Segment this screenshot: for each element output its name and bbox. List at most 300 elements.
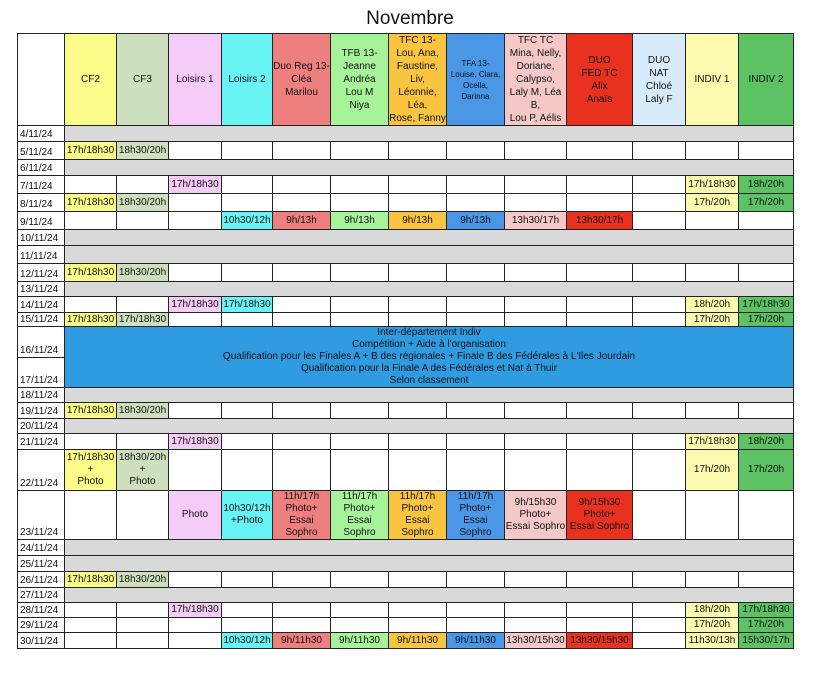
date-cell: 25/11/24: [18, 556, 65, 572]
session-cell: [505, 434, 567, 450]
session-cell: [169, 434, 222, 450]
session-cell: [447, 618, 505, 633]
session-cell: [633, 194, 686, 212]
text-line: 17h/20h: [747, 313, 785, 325]
table-row: [18, 176, 794, 194]
column-header: [567, 34, 633, 126]
session-cell: [389, 450, 447, 491]
no-session-row: [65, 540, 794, 556]
session-cell: [739, 572, 794, 588]
text-line: 11h30/13h: [688, 634, 736, 646]
session-cell: [65, 194, 117, 212]
session-cell: [686, 313, 739, 327]
session-cell: [447, 633, 505, 649]
column-header: [447, 34, 505, 126]
text-line: Mina, Nelly,: [509, 48, 562, 59]
text-line: 17h/18h30: [118, 313, 167, 325]
date-cell: 15/11/24: [18, 313, 65, 327]
session-cell: [331, 403, 389, 419]
date-cell: 12/11/24: [18, 264, 65, 282]
text-line: 17h/18h30: [66, 196, 115, 208]
table-row: [18, 142, 794, 160]
session-cell: [389, 633, 447, 649]
column-header: [117, 34, 169, 126]
table-row: [18, 264, 794, 282]
text-line: Chloé: [645, 80, 673, 92]
table-row: [18, 160, 794, 176]
text-line: 9h/11h30: [339, 634, 380, 646]
session-cell: [739, 403, 794, 419]
session-cell: [505, 142, 567, 160]
schedule-table: [17, 33, 794, 649]
session-cell: [447, 450, 505, 491]
session-cell: [117, 264, 169, 282]
text-line: Loisirs 1: [176, 74, 214, 85]
date-cell: 28/11/24: [18, 603, 65, 618]
text-line: Alix: [591, 80, 608, 92]
session-cell: [169, 142, 222, 160]
session-cell: [567, 264, 633, 282]
session-cell: [331, 313, 389, 327]
session-cell: [169, 618, 222, 633]
session-cell: [567, 633, 633, 649]
text-line: 17h/18h30: [171, 178, 219, 190]
banner-line: Compétition + Aide à l'organisation: [352, 339, 506, 350]
session-cell: [686, 603, 739, 618]
session-cell: [739, 450, 794, 491]
text-line: 9h/13h: [286, 214, 317, 226]
column-header: [273, 34, 331, 126]
session-cell: [447, 313, 505, 327]
text-line: Photo+: [343, 503, 376, 514]
session-cell: [686, 491, 739, 540]
date-cell: 10/11/24: [18, 230, 65, 246]
date-cell: 27/11/24: [18, 588, 65, 603]
session-cell: [567, 297, 633, 313]
session-cell: [389, 618, 447, 633]
text-line: 11h/17h: [399, 491, 436, 502]
text-line: 13h30/15h30: [570, 634, 629, 646]
session-cell: [331, 212, 389, 230]
session-cell: [447, 264, 505, 282]
session-cell: [447, 212, 505, 230]
table-row: [18, 327, 794, 358]
text-line: 9h/11h30: [281, 634, 322, 646]
text-line: 10h30/12h: [223, 503, 271, 514]
session-cell: [739, 176, 794, 194]
session-cell: [65, 434, 117, 450]
session-cell: [222, 491, 273, 540]
session-cell: [567, 434, 633, 450]
session-cell: [65, 603, 117, 618]
text-line: 18h/20h: [747, 178, 785, 190]
session-cell: [331, 618, 389, 633]
session-cell: [169, 603, 222, 618]
header-row: [18, 34, 794, 126]
session-cell: [222, 633, 273, 649]
table-row: [18, 230, 794, 246]
competition-banner: [65, 327, 794, 388]
text-line: 18h/20h: [693, 604, 731, 615]
text-line: 18h30/20h: [118, 144, 167, 156]
session-cell: [65, 212, 117, 230]
text-line: Essai Sophro: [401, 515, 434, 538]
session-cell: [273, 403, 331, 419]
session-cell: [273, 264, 331, 282]
session-cell: [505, 313, 567, 327]
session-cell: [222, 212, 273, 230]
text-line: Cléa: [291, 74, 312, 85]
text-line: Photo: [129, 476, 156, 487]
session-cell: [633, 297, 686, 313]
text-line: Doriane,: [516, 61, 555, 72]
session-cell: [505, 618, 567, 633]
text-line: 17h/18h30: [742, 298, 790, 310]
text-line: 9h/15h30: [578, 497, 621, 508]
session-cell: [739, 491, 794, 540]
date-cell: 29/11/24: [18, 618, 65, 633]
session-cell: [686, 264, 739, 282]
column-header: [222, 34, 273, 126]
session-cell: [65, 264, 117, 282]
session-cell: [65, 313, 117, 327]
session-cell: [633, 403, 686, 419]
session-cell: [222, 572, 273, 588]
session-cell: [447, 297, 505, 313]
session-cell: [633, 176, 686, 194]
session-cell: [331, 194, 389, 212]
date-cell: 9/11/24: [18, 212, 65, 230]
session-cell: [505, 194, 567, 212]
session-cell: [633, 618, 686, 633]
session-cell: [65, 491, 117, 540]
session-cell: [686, 450, 739, 491]
session-cell: [686, 618, 739, 633]
text-line: CF2: [81, 74, 100, 85]
session-cell: [331, 434, 389, 450]
text-line: Loisirs 2: [228, 74, 266, 85]
session-cell: [567, 572, 633, 588]
table-row: [18, 491, 794, 540]
column-header: [65, 34, 117, 126]
table-row: [18, 313, 794, 327]
text-line: 11h/17h: [341, 491, 378, 502]
date-cell: 22/11/24: [18, 450, 65, 491]
text-line: 15h30/17h: [742, 634, 790, 646]
table-row: [18, 572, 794, 588]
session-cell: [222, 603, 273, 618]
date-cell: 17/11/24: [18, 357, 65, 388]
session-cell: [389, 434, 447, 450]
text-line: INDIV 1: [694, 74, 730, 85]
column-header: [633, 34, 686, 126]
session-cell: [739, 603, 794, 618]
session-cell: [739, 212, 794, 230]
session-cell: [447, 603, 505, 618]
session-cell: [505, 297, 567, 313]
session-cell: [505, 491, 567, 540]
session-cell: [169, 572, 222, 588]
session-cell: [117, 297, 169, 313]
session-cell: [222, 142, 273, 160]
session-cell: [273, 491, 331, 540]
session-cell: [389, 403, 447, 419]
no-session-row: [65, 588, 794, 603]
session-cell: [739, 142, 794, 160]
date-cell: 19/11/24: [18, 403, 65, 419]
session-cell: [389, 194, 447, 212]
text-line: 17h/18h30: [66, 144, 115, 156]
session-cell: [65, 403, 117, 419]
text-line: CF3: [133, 74, 152, 85]
session-cell: [222, 618, 273, 633]
text-line: +Photo: [231, 515, 263, 526]
text-line: Jeanne: [343, 61, 376, 72]
text-line: Laly M, Léa B,: [509, 87, 562, 111]
session-cell: [65, 176, 117, 194]
session-cell: [117, 194, 169, 212]
session-cell: [567, 313, 633, 327]
text-line: Lou P, Aélis: [509, 113, 562, 124]
session-cell: [686, 142, 739, 160]
text-line: FED TC: [581, 67, 618, 79]
session-cell: [389, 603, 447, 618]
table-row: [18, 603, 794, 618]
date-cell: 14/11/24: [18, 297, 65, 313]
text-line: Anaïs: [586, 93, 613, 105]
table-row: [18, 194, 794, 212]
session-cell: [505, 264, 567, 282]
session-cell: [447, 142, 505, 160]
text-line: 17h/18h30: [66, 573, 115, 585]
session-cell: [633, 603, 686, 618]
session-cell: [567, 603, 633, 618]
session-cell: [505, 633, 567, 649]
text-line: 18h30/20h: [118, 404, 167, 416]
table-row: [18, 297, 794, 313]
text-line: Lou M: [345, 87, 374, 98]
session-cell: [739, 618, 794, 633]
text-line: 17h/20h: [693, 464, 731, 475]
session-cell: [567, 176, 633, 194]
session-cell: [389, 313, 447, 327]
text-line: Essai Sophro: [505, 521, 566, 532]
session-cell: [739, 434, 794, 450]
date-cell: 5/11/24: [18, 142, 65, 160]
session-cell: [117, 618, 169, 633]
session-cell: [739, 633, 794, 649]
column-header: [389, 34, 447, 126]
session-cell: [169, 313, 222, 327]
table-row: [18, 588, 794, 603]
session-cell: [117, 633, 169, 649]
session-cell: [505, 603, 567, 618]
session-cell: [389, 212, 447, 230]
text-line: 17h/20h: [747, 619, 785, 630]
column-header: [505, 34, 567, 126]
session-cell: [331, 450, 389, 491]
text-line: Ocella,: [463, 80, 488, 90]
date-cell: 18/11/24: [18, 388, 65, 403]
date-cell: 11/11/24: [18, 246, 65, 264]
session-cell: [169, 176, 222, 194]
date-cell: 24/11/24: [18, 540, 65, 556]
session-cell: [567, 194, 633, 212]
session-cell: [331, 572, 389, 588]
text-line: 17h/18h30: [688, 178, 736, 190]
session-cell: [739, 194, 794, 212]
table-row: [18, 212, 794, 230]
session-cell: [633, 572, 686, 588]
session-cell: [273, 603, 331, 618]
session-cell: [273, 194, 331, 212]
session-cell: [222, 176, 273, 194]
session-cell: [222, 313, 273, 327]
session-cell: [222, 403, 273, 419]
banner-line: Selon classement: [389, 375, 469, 386]
session-cell: [567, 618, 633, 633]
text-line: 17h/18h30: [66, 266, 115, 278]
text-line: +: [87, 464, 94, 475]
text-line: 18h/20h: [747, 435, 785, 447]
session-cell: [633, 450, 686, 491]
text-line: +: [139, 464, 146, 475]
date-cell: 30/11/24: [18, 633, 65, 649]
text-line: Niya: [349, 100, 370, 111]
table-row: [18, 246, 794, 264]
session-cell: [273, 212, 331, 230]
table-row: [18, 434, 794, 450]
session-cell: [169, 450, 222, 491]
session-cell: [169, 297, 222, 313]
text-line: TFB 13-: [341, 48, 378, 59]
text-line: Photo+: [583, 509, 616, 520]
session-cell: [222, 264, 273, 282]
session-cell: [686, 633, 739, 649]
table-row: [18, 282, 794, 297]
session-cell: [117, 434, 169, 450]
session-cell: [169, 212, 222, 230]
text-line: 17h/18h30: [171, 435, 219, 447]
text-line: Essai Sophro: [459, 515, 492, 538]
text-line: Essai Sophro: [343, 515, 376, 538]
session-cell: [222, 194, 273, 212]
session-cell: [447, 434, 505, 450]
session-cell: [447, 176, 505, 194]
text-line: DUO: [588, 54, 611, 66]
date-cell: 20/11/24: [18, 419, 65, 434]
session-cell: [222, 450, 273, 491]
text-line: Rose, Fanny: [389, 113, 446, 124]
no-session-row: [65, 126, 794, 142]
session-cell: [222, 434, 273, 450]
text-line: 17h/20h: [747, 196, 785, 208]
session-cell: [505, 450, 567, 491]
session-cell: [273, 176, 331, 194]
banner-line: Qualification pour la Finale A des Fédérales et Nat à Thuir: [300, 363, 558, 374]
text-line: TFC 13-: [399, 35, 436, 46]
session-cell: [65, 450, 117, 491]
session-cell: [686, 403, 739, 419]
text-line: 11h/17h: [283, 491, 320, 502]
session-cell: [447, 572, 505, 588]
column-header: [169, 34, 222, 126]
text-line: Essai Sophro: [569, 521, 630, 532]
text-line: Marilou: [285, 87, 318, 98]
text-line: 17h/18h30: [171, 298, 219, 310]
text-line: 13h30/17h: [511, 214, 560, 226]
session-cell: [567, 491, 633, 540]
session-cell: [633, 264, 686, 282]
session-cell: [169, 633, 222, 649]
session-cell: [567, 212, 633, 230]
page-title: Novembre: [366, 8, 454, 29]
text-line: 17h/18h30: [223, 298, 271, 310]
session-cell: [633, 142, 686, 160]
table-row: [18, 126, 794, 142]
session-cell: [273, 450, 331, 491]
session-cell: [169, 194, 222, 212]
text-line: 17h/20h: [693, 196, 731, 208]
session-cell: [117, 313, 169, 327]
text-line: 17h/20h: [693, 313, 731, 325]
session-cell: [331, 633, 389, 649]
text-line: Lou, Ana,: [396, 48, 439, 59]
session-cell: [65, 618, 117, 633]
session-cell: [686, 572, 739, 588]
no-session-row: [65, 556, 794, 572]
session-cell: [686, 176, 739, 194]
text-line: Duo Reg 13-: [273, 61, 330, 72]
session-cell: [505, 176, 567, 194]
table-row: [18, 403, 794, 419]
text-line: 9h/11h30: [397, 634, 438, 646]
session-cell: [686, 434, 739, 450]
session-cell: [273, 297, 331, 313]
session-cell: [633, 633, 686, 649]
text-line: 18h/20h: [693, 298, 731, 310]
text-line: Photo+: [285, 503, 318, 514]
text-line: Photo: [181, 509, 209, 520]
session-cell: [739, 297, 794, 313]
session-cell: [739, 264, 794, 282]
session-cell: [117, 603, 169, 618]
session-cell: [117, 142, 169, 160]
session-cell: [117, 403, 169, 419]
session-cell: [273, 434, 331, 450]
session-cell: [273, 142, 331, 160]
date-cell: 4/11/24: [18, 126, 65, 142]
session-cell: [273, 618, 331, 633]
text-line: 10h30/12h: [223, 634, 271, 646]
table-row: [18, 450, 794, 491]
text-line: 9h/11h30: [455, 634, 496, 646]
session-cell: [389, 297, 447, 313]
text-line: NAT: [649, 67, 669, 79]
date-cell: 8/11/24: [18, 194, 65, 212]
text-line: DUO: [647, 54, 671, 66]
date-cell: 7/11/24: [18, 176, 65, 194]
session-cell: [389, 572, 447, 588]
text-line: Léonnie, Léa,: [398, 87, 437, 111]
date-cell: 26/11/24: [18, 572, 65, 588]
table-row: [18, 633, 794, 649]
no-session-row: [65, 419, 794, 434]
session-cell: [633, 313, 686, 327]
session-cell: [331, 176, 389, 194]
text-line: 11h/17h: [457, 491, 494, 502]
text-line: 10h30/12h: [223, 214, 271, 226]
